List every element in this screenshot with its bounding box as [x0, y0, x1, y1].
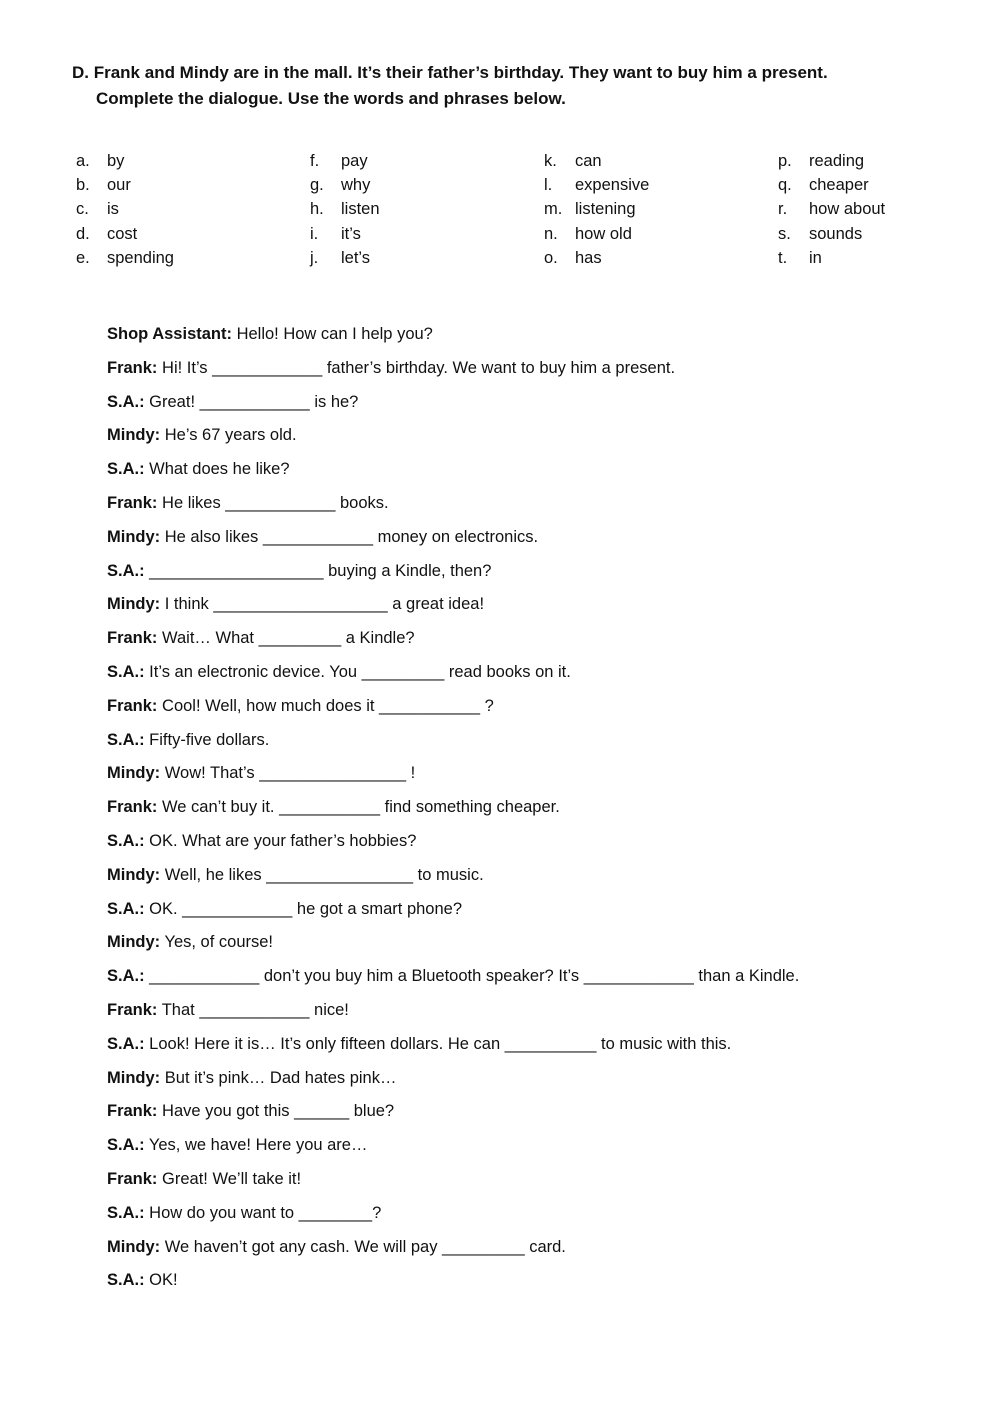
word-bank-item: [778, 246, 998, 270]
word-bank-item: [544, 197, 764, 221]
word-bank-word: our: [107, 176, 131, 195]
word-bank-letter: s.: [778, 224, 791, 243]
dialogue-line: [107, 896, 967, 930]
dialogue-text: But it’s pink… Dad hates pink…: [160, 1068, 397, 1087]
dialogue-line: [107, 524, 967, 558]
word-bank-item: [310, 246, 530, 270]
word-bank-word: cost: [107, 224, 138, 243]
dialogue-line: [107, 727, 967, 761]
word-bank-word: it’s: [341, 224, 361, 243]
dialogue-line: [107, 693, 967, 727]
word-bank-letter: m.: [544, 200, 563, 219]
word-bank-word: has: [575, 248, 602, 267]
word-bank-letter: d.: [76, 224, 90, 243]
word-bank-letter: g.: [310, 176, 324, 195]
word-bank-letter: f.: [310, 152, 320, 170]
dialogue-text: ____________ don’t you buy him a Bluetooth speaker? It’s ____________ than a Kindle.: [144, 967, 800, 986]
speaker-label: Frank:: [107, 1000, 158, 1019]
dialogue-line: [107, 422, 967, 456]
dialogue-text: ___________________ buying a Kindle, then?: [144, 561, 492, 580]
speaker-label: S.A.:: [107, 831, 145, 850]
dialogue-line: [107, 828, 967, 862]
dialogue-line: [107, 1267, 967, 1301]
word-bank-letter: i.: [310, 224, 319, 243]
speaker-label: Mindy:: [107, 1068, 161, 1087]
dialogue-line: [107, 659, 967, 693]
speaker-label: Frank:: [107, 1169, 158, 1188]
word-bank-letter: a.: [76, 152, 90, 170]
word-bank-letter: n.: [544, 224, 558, 243]
word-bank-letter: t.: [778, 248, 788, 267]
word-bank-word: expensive: [575, 176, 650, 195]
dialogue-text: Look! Here it is… It’s only fifteen dollars. He can __________ to music with this.: [144, 1034, 732, 1053]
word-bank-column-4: [778, 149, 998, 270]
word-bank-letter: l.: [544, 176, 553, 195]
speaker-label: S.A.:: [107, 392, 145, 411]
word-bank-item: [778, 173, 998, 197]
dialogue-text: How do you want to ________?: [144, 1203, 382, 1222]
speaker-label: S.A.:: [107, 1203, 145, 1222]
dialogue-line: [107, 862, 967, 896]
dialogue-text: Great! ____________ is he?: [144, 392, 359, 411]
dialogue-line: [107, 794, 967, 828]
dialogue: [107, 321, 967, 1301]
dialogue-text: Yes, of course!: [160, 933, 273, 952]
dialogue-line: [107, 1166, 967, 1200]
word-bank-item: [76, 173, 296, 197]
speaker-label: Frank:: [107, 358, 158, 377]
speaker-label: Mindy:: [107, 865, 161, 884]
word-bank-item: [76, 246, 296, 270]
dialogue-text: OK. What are your father’s hobbies?: [144, 831, 417, 850]
dialogue-line: [107, 1065, 967, 1099]
word-bank-column-3: [544, 149, 764, 270]
speaker-label: S.A.:: [107, 1034, 145, 1053]
word-bank-letter: c.: [76, 200, 89, 219]
word-bank-item: [778, 222, 998, 246]
dialogue-line: [107, 1031, 967, 1065]
dialogue-text: It’s an electronic device. You _________ read books on it.: [144, 662, 571, 681]
word-bank-item: [310, 222, 530, 246]
word-bank-item: [76, 149, 296, 173]
word-bank-word: sounds: [809, 224, 863, 243]
word-bank-letter: q.: [778, 176, 792, 195]
word-bank-word: in: [809, 248, 822, 267]
dialogue-line: [107, 389, 967, 423]
speaker-label: Mindy:: [107, 527, 161, 546]
dialogue-line: [107, 963, 967, 997]
speaker-label: S.A.:: [107, 1136, 145, 1155]
dialogue-line: [107, 490, 967, 524]
speaker-label: Frank:: [107, 1102, 158, 1121]
word-bank-word: why: [341, 176, 371, 195]
word-bank-item: [310, 149, 530, 173]
dialogue-text: He’s 67 years old.: [160, 426, 297, 445]
dialogue-line: [107, 997, 967, 1031]
word-bank-item: [310, 197, 530, 221]
speaker-label: Mindy:: [107, 1237, 161, 1256]
dialogue-line: [107, 1234, 967, 1268]
dialogue-line: [107, 1132, 967, 1166]
word-bank-word: spending: [107, 248, 174, 267]
dialogue-line: [107, 1098, 967, 1132]
word-bank-letter: p.: [778, 152, 792, 170]
speaker-label: Mindy:: [107, 933, 161, 952]
exercise-instruction: [72, 60, 952, 112]
dialogue-text: OK. ____________ he got a smart phone?: [144, 899, 463, 918]
word-bank-item: [544, 173, 764, 197]
dialogue-text: We can’t buy it. ___________ find something cheaper.: [157, 798, 560, 817]
word-bank-word: listening: [575, 200, 636, 219]
word-bank-item: [76, 222, 296, 246]
dialogue-text: Yes, we have! Here you are…: [144, 1136, 368, 1155]
speaker-label: Mindy:: [107, 595, 161, 614]
word-bank-letter: h.: [310, 200, 324, 219]
word-bank-column-2: [310, 149, 530, 270]
word-bank-letter: b.: [76, 176, 90, 195]
speaker-label: Frank:: [107, 493, 158, 512]
dialogue-line: [107, 558, 967, 592]
dialogue-text: Hello! How can I help you?: [231, 325, 433, 343]
speaker-label: S.A.:: [107, 730, 145, 749]
word-bank-item: [310, 173, 530, 197]
word-bank-word: by: [107, 152, 125, 170]
dialogue-text: Great! We’ll take it!: [157, 1169, 302, 1188]
dialogue-text: OK!: [144, 1271, 178, 1290]
speaker-label: Frank:: [107, 798, 158, 817]
dialogue-text: He likes ____________ books.: [157, 493, 389, 512]
dialogue-text: He also likes ____________ money on electronics.: [160, 527, 539, 546]
dialogue-text: What does he like?: [144, 460, 290, 479]
word-bank-letter: k.: [544, 152, 557, 170]
word-bank-word: can: [575, 152, 602, 170]
word-bank-word: how old: [575, 224, 632, 243]
dialogue-line: [107, 625, 967, 659]
dialogue-text: Wait… What _________ a Kindle?: [157, 629, 415, 648]
speaker-label: S.A.:: [107, 561, 145, 580]
dialogue-text: Wow! That’s ________________ !: [160, 764, 416, 783]
instruction-line-2: Complete the dialogue. Use the words and phrases below.: [96, 89, 566, 108]
dialogue-text: That ____________ nice!: [157, 1000, 349, 1019]
word-bank-word: listen: [341, 200, 380, 219]
speaker-label: Mindy:: [107, 426, 161, 445]
instruction-line-1: D. Frank and Mindy are in the mall. It’s their father’s birthday. They want to buy him a present.: [72, 63, 828, 82]
dialogue-line: [107, 591, 967, 625]
word-bank-letter: r.: [778, 200, 788, 219]
word-bank-word: let’s: [341, 248, 371, 267]
speaker-label: S.A.:: [107, 899, 145, 918]
word-bank-word: pay: [341, 152, 368, 170]
word-bank-item: [544, 149, 764, 173]
dialogue-text: Well, he likes ________________ to music.: [160, 865, 484, 884]
word-bank-item: [544, 246, 764, 270]
dialogue-text: I think ___________________ a great idea!: [160, 595, 485, 614]
dialogue-text: Hi! It’s ____________ father’s birthday. We want to buy him a present.: [157, 358, 676, 377]
dialogue-line: [107, 456, 967, 490]
dialogue-line: [107, 321, 967, 355]
word-bank-word: is: [107, 200, 119, 219]
word-bank-word: cheaper: [809, 176, 869, 195]
dialogue-line: [107, 760, 967, 794]
speaker-label: Mindy:: [107, 764, 161, 783]
dialogue-text: Cool! Well, how much does it ___________ ?: [157, 696, 494, 715]
dialogue-line: [107, 1200, 967, 1234]
word-bank-word: reading: [809, 152, 865, 170]
word-bank-letter: j.: [310, 248, 319, 267]
word-bank-item: [76, 197, 296, 221]
dialogue-text: We haven’t got any cash. We will pay _________ card.: [160, 1237, 566, 1256]
word-bank-column-1: [76, 149, 296, 270]
word-bank-item: [778, 197, 998, 221]
speaker-label: S.A.:: [107, 1271, 145, 1290]
dialogue-line: [107, 355, 967, 389]
word-bank-letter: e.: [76, 248, 90, 267]
speaker-label: Frank:: [107, 696, 158, 715]
word-bank: [76, 149, 956, 274]
dialogue-text: Fifty-five dollars.: [144, 730, 270, 749]
speaker-label: Shop Assistant:: [107, 325, 232, 343]
speaker-label: S.A.:: [107, 662, 145, 681]
word-bank-item: [544, 222, 764, 246]
dialogue-text: Have you got this ______ blue?: [157, 1102, 395, 1121]
word-bank-letter: o.: [544, 248, 558, 267]
speaker-label: Frank:: [107, 629, 158, 648]
word-bank-item: [778, 149, 998, 173]
word-bank-word: how about: [809, 200, 886, 219]
speaker-label: S.A.:: [107, 967, 145, 986]
dialogue-line: [107, 929, 967, 963]
speaker-label: S.A.:: [107, 460, 145, 479]
